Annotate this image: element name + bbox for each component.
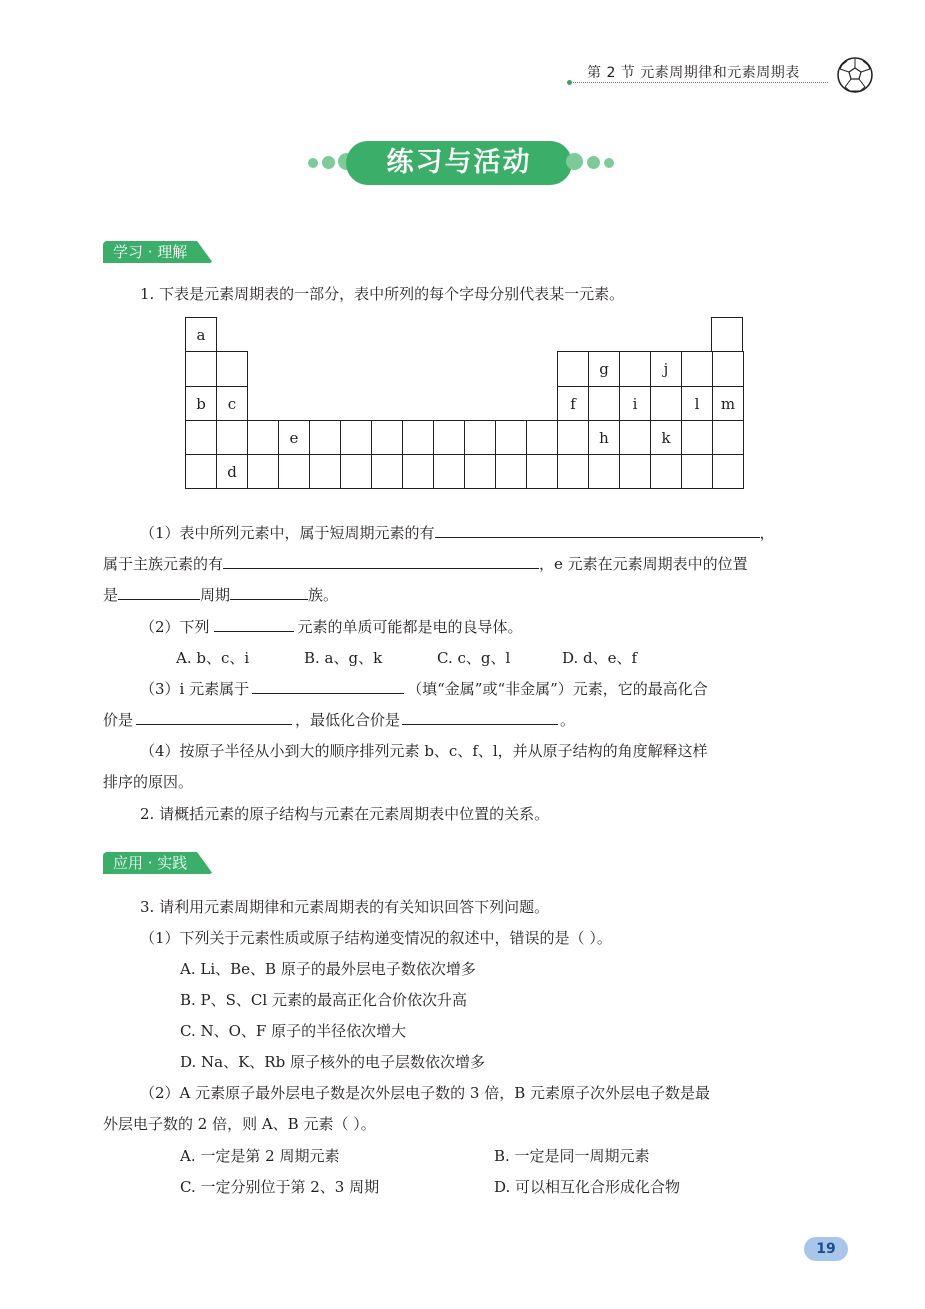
- q1-part2-text: （2）下列: [140, 618, 210, 636]
- q3-part2-line2: 外层电子数的 2 倍，则 A、B 元素（ ）。: [103, 1115, 376, 1133]
- table-cell: [588, 420, 620, 455]
- table-cell: [216, 386, 248, 421]
- q1-part2-text: 元素的单质可能都是电的良导体。: [297, 618, 523, 636]
- element-letter: d: [227, 463, 237, 481]
- table-cell: [619, 351, 651, 386]
- table-cell: [340, 420, 372, 455]
- section-tag-study: 学习 · 理解: [103, 241, 213, 263]
- table-cell: [247, 454, 279, 489]
- q1-part3-text: 。: [560, 711, 576, 729]
- table-cell: [712, 420, 744, 455]
- q1-part1-text: ，e 元素在元素周期表中的位置: [539, 555, 748, 573]
- answer-blank[interactable]: [223, 554, 539, 569]
- table-cell: [464, 420, 496, 455]
- table-cell: [711, 317, 743, 352]
- q1-part1-line2: [103, 552, 748, 576]
- element-letter: b: [196, 394, 206, 413]
- q1-part4-line1: （4）按原子半径从小到大的顺序排列元素 b、c、f、l，并从原子结构的角度解释这样: [140, 742, 708, 760]
- table-cell: [681, 454, 713, 489]
- table-cell: [495, 420, 527, 455]
- table-cell: [681, 386, 713, 421]
- table-cell: [557, 351, 589, 386]
- answer-blank[interactable]: [435, 523, 760, 538]
- table-cell: [216, 351, 248, 386]
- q3-part2-option-d[interactable]: D. 可以相互化合形成化合物: [494, 1178, 681, 1196]
- table-cell: [557, 420, 589, 455]
- table-cell: [340, 454, 372, 489]
- table-cell: [371, 420, 403, 455]
- banner-dot-right: [587, 156, 600, 169]
- table-cell: [588, 386, 620, 421]
- table-cell: [185, 386, 217, 421]
- table-cell: [371, 454, 403, 489]
- element-letter: l: [694, 394, 700, 413]
- element-letter: f: [570, 394, 576, 413]
- q3-part1-option-a[interactable]: A. Li、Be、B 原子的最外层电子数依次增多: [180, 960, 476, 978]
- table-cell: [619, 454, 651, 489]
- q1-part1-text: 是: [103, 586, 119, 604]
- table-cell: [526, 420, 558, 455]
- table-cell: [650, 351, 682, 386]
- q3-part1: （1）下列关于元素性质或原子结构递变情况的叙述中，错误的是（ ）。: [140, 929, 612, 947]
- table-cell: [619, 386, 651, 421]
- q1-part3-line2: [103, 708, 575, 732]
- table-cell: [557, 454, 589, 489]
- table-cell: [681, 351, 713, 386]
- q3-stem: 3. 请利用元素周期律和元素周期表的有关知识回答下列问题。: [140, 898, 550, 916]
- answer-blank[interactable]: [136, 710, 292, 725]
- answer-blank[interactable]: [252, 679, 404, 694]
- table-cell: [712, 386, 744, 421]
- page-number: 19: [804, 1237, 848, 1261]
- q1-part4-line2: 排序的原因。: [103, 773, 194, 791]
- header-rule: [570, 82, 828, 83]
- table-cell: [185, 351, 217, 386]
- q3-part2-option-b[interactable]: B. 一定是同一周期元素: [494, 1147, 650, 1165]
- q1-part1-text: 周期: [200, 586, 231, 604]
- element-letter: k: [661, 428, 671, 447]
- q1-part2: [140, 615, 523, 639]
- table-cell: [650, 420, 682, 455]
- q1-part2-option-d[interactable]: D. d、e、f: [562, 649, 638, 667]
- banner-dot-right: [566, 153, 583, 170]
- q2-stem: 2. 请概括元素的原子结构与元素在元素周期表中位置的关系。: [140, 805, 550, 823]
- answer-blank[interactable]: [402, 710, 558, 725]
- table-cell: [464, 454, 496, 489]
- q1-part3-text: ，最低化合价是: [295, 711, 401, 729]
- element-letter: h: [599, 428, 609, 447]
- table-cell: [278, 420, 310, 455]
- element-letter: g: [599, 360, 609, 379]
- table-cell: [247, 420, 279, 455]
- q1-part2-option-c[interactable]: C. c、g、l: [437, 649, 511, 667]
- q1-part1-line3: [103, 583, 338, 607]
- table-cell: [216, 420, 248, 455]
- q3-part2-option-c[interactable]: C. 一定分别位于第 2、3 周期: [180, 1178, 380, 1196]
- answer-blank[interactable]: [214, 617, 294, 632]
- q1-part3-text: （填“金属”或“非金属”）元素，它的最高化合: [407, 680, 708, 698]
- element-letter: j: [663, 360, 669, 379]
- q1-part3-line1: [140, 677, 708, 701]
- q1-part3-text: （3）i 元素属于: [140, 680, 250, 698]
- table-cell: [309, 454, 341, 489]
- table-cell: [495, 454, 527, 489]
- table-cell: [433, 454, 465, 489]
- banner-dot-right: [604, 158, 614, 168]
- banner-dot-left: [322, 156, 335, 169]
- q1-part2-option-b[interactable]: B. a、g、k: [304, 649, 383, 667]
- table-cell: [185, 454, 217, 489]
- element-letter: m: [720, 394, 736, 413]
- section-tag-apply: 应用 · 实践: [103, 852, 213, 874]
- element-letter: c: [227, 394, 237, 413]
- q3-part2-line1: （2）A 元素原子最外层电子数是次外层电子数的 3 倍，B 元素原子次外层电子数是最: [140, 1084, 711, 1102]
- element-letter: i: [632, 394, 638, 413]
- table-cell: [402, 454, 434, 489]
- q1-stem: 1. 下表是元素周期表的一部分，表中所列的每个字母分别代表某一元素。: [140, 285, 625, 303]
- table-cell: [433, 420, 465, 455]
- banner-dot-left: [308, 158, 318, 168]
- q1-part1-text: （1）表中所列元素中，属于短周期元素的有: [140, 524, 435, 542]
- periodic-table-fragment: [185, 317, 743, 489]
- table-cell: [712, 454, 744, 489]
- table-cell: [185, 317, 217, 352]
- table-cell: [619, 420, 651, 455]
- table-cell: [185, 420, 217, 455]
- table-cell: [402, 420, 434, 455]
- q1-part2-option-a[interactable]: A. b、c、i: [176, 649, 250, 667]
- table-cell: [588, 351, 620, 386]
- table-cell: [712, 351, 744, 386]
- q3-part1-option-d[interactable]: D. Na、K、Rb 原子核外的电子层数依次增多: [180, 1053, 485, 1071]
- q3-part1-option-c[interactable]: C. N、O、F 原子的半径依次增大: [180, 1022, 407, 1040]
- table-cell: [681, 420, 713, 455]
- table-cell: [588, 454, 620, 489]
- table-cell: [557, 386, 589, 421]
- q1-part1-text: 属于主族元素的有: [103, 555, 224, 573]
- table-cell: [650, 386, 682, 421]
- q3-part1-option-b[interactable]: B. P、S、Cl 元素的最高正化合价依次升高: [180, 991, 467, 1009]
- answer-blank[interactable]: [230, 585, 308, 600]
- table-cell: [278, 454, 310, 489]
- table-cell: [650, 454, 682, 489]
- q1-part3-text: 价是: [103, 711, 134, 729]
- q1-part1-line1: [140, 521, 775, 545]
- exercise-banner-title: 练习与活动: [346, 141, 572, 185]
- answer-blank[interactable]: [118, 585, 200, 600]
- element-letter: a: [196, 326, 206, 344]
- element-letter: e: [289, 428, 299, 447]
- q1-part1-text: 族。: [308, 586, 339, 604]
- soccer-ball-icon: [836, 56, 874, 94]
- q3-part2-option-a[interactable]: A. 一定是第 2 周期元素: [180, 1147, 340, 1165]
- running-header: 第 2 节 元素周期律和元素周期表: [587, 65, 800, 81]
- table-cell: [216, 454, 248, 489]
- q1-part1-comma: ，: [759, 524, 775, 542]
- table-cell: [309, 420, 341, 455]
- table-cell: [526, 454, 558, 489]
